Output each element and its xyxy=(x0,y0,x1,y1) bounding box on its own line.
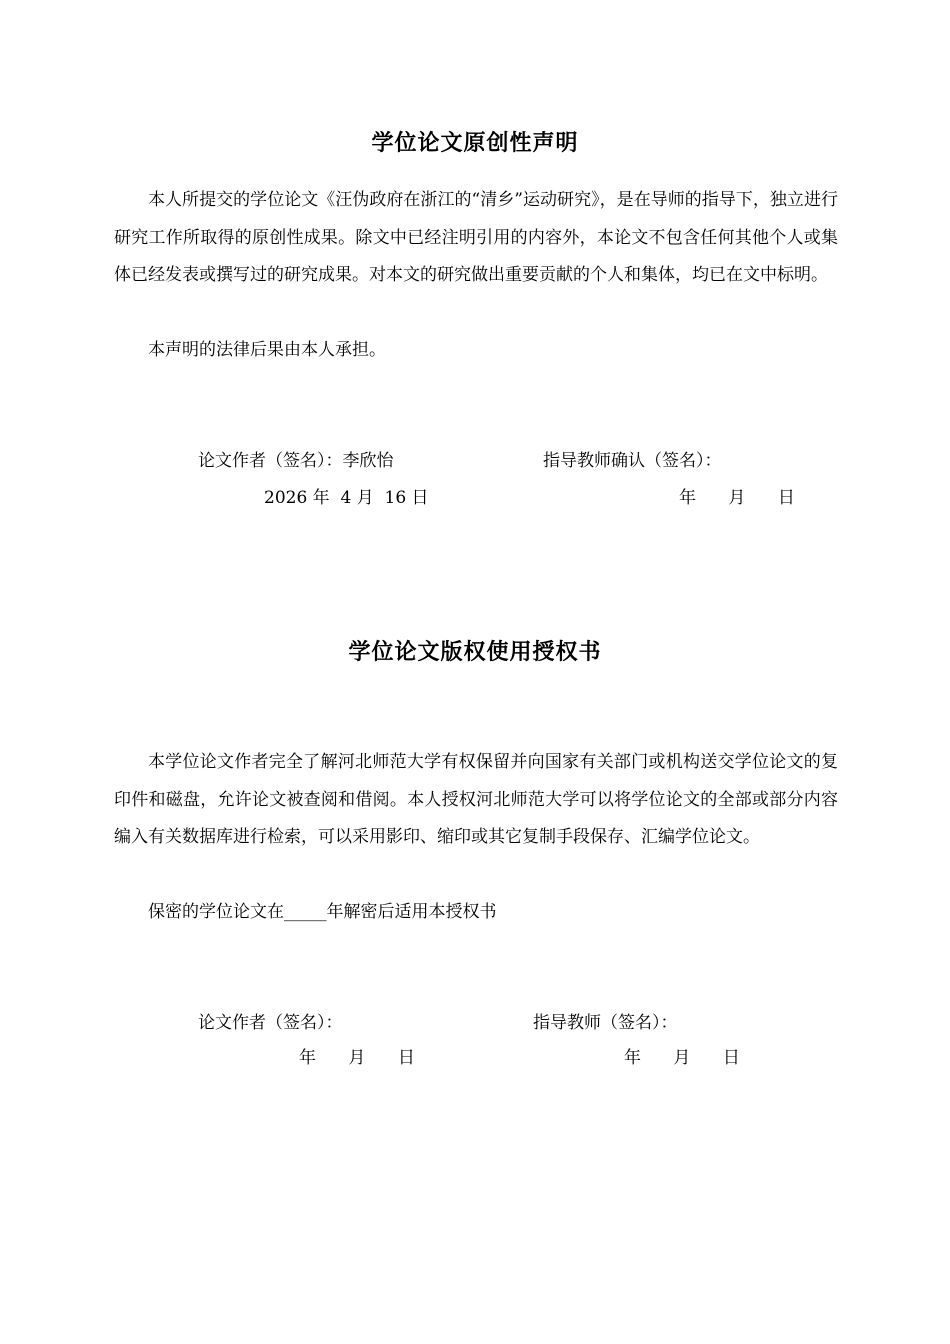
declaration-paragraph: 本人所提交的学位论文《汪伪政府在浙江的“清乡”运动研究》，是在导师的指导下，独立进行研究工作所取得的原创性成果。除文中已经注明引用的内容外，本论文不包含任何其他个人或集体已经发表或撰写过的研究成果。对本文的研究做出重要贡献的个人和集体，均已在文中标明。 xyxy=(114,190,838,285)
declaration-author-signature: 论文作者（签名）：李欣怡 xyxy=(198,451,394,471)
authorization-confidential-paragraph: 保密的学位论文在_____年解密后适用本授权书 xyxy=(148,902,497,922)
authorization-advisor-signature: 指导教师（签名）： xyxy=(533,1013,678,1033)
declaration-title: 学位论文原创性声明 xyxy=(371,131,579,156)
authorization-advisor-date: 年 月 日 xyxy=(624,1048,740,1068)
declaration-liability-paragraph: 本声明的法律后果由本人承担。 xyxy=(148,340,386,360)
declaration-advisor-date: 年 月 日 xyxy=(679,488,795,508)
authorization-author-signature: 论文作者（签名）： xyxy=(198,1013,343,1033)
authorization-title: 学位论文版权使用授权书 xyxy=(348,640,602,665)
declaration-author-date: 2026 年 4 月 16 日 xyxy=(264,488,429,508)
authorization-author-date: 年 月 日 xyxy=(299,1048,415,1068)
authorization-paragraph: 本学位论文作者完全了解河北师范大学有权保留并向国家有关部门或机构送交学位论文的复印件和磁盘，允许论文被查阅和借阅。本人授权河北师范大学可以将学位论文的全部或部分内容编入有关数据库进行检索，可以采用影印、缩印或其它复制手段保存、汇编学位论文。 xyxy=(114,752,838,847)
declaration-advisor-signature: 指导教师确认（签名）： xyxy=(543,451,722,471)
